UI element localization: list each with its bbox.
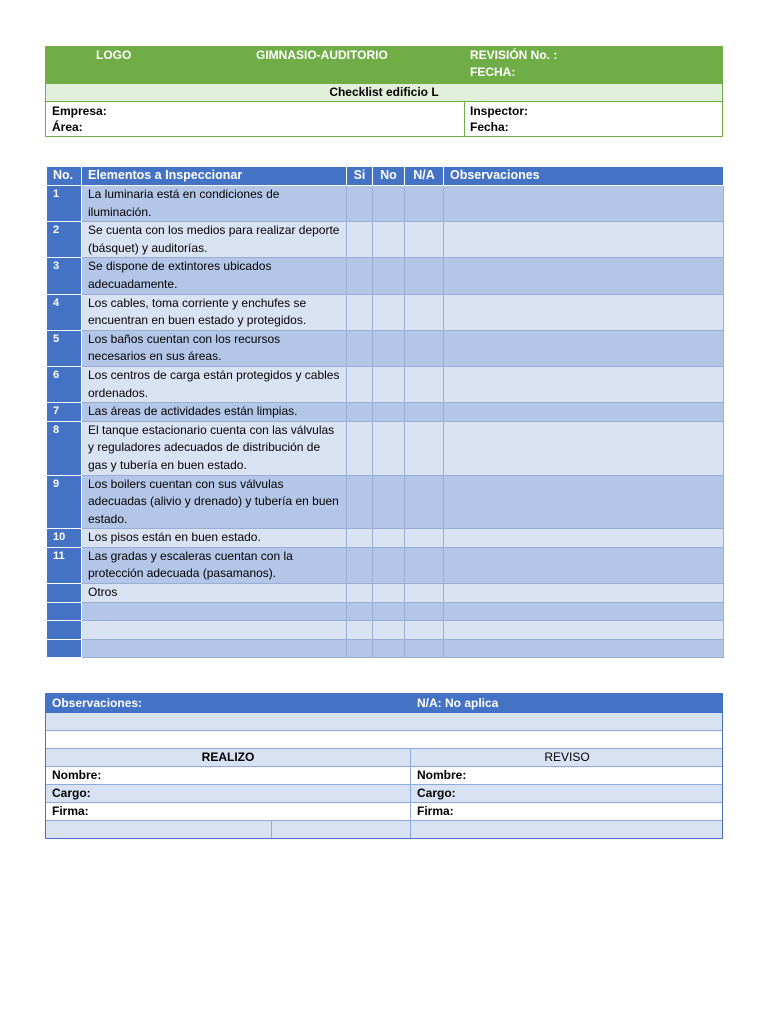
reviso-header: REVISO — [544, 750, 590, 764]
no-cell[interactable] — [373, 621, 405, 640]
table-row — [47, 475, 724, 529]
signoff-block — [45, 693, 723, 839]
observaciones-cell[interactable] — [444, 475, 724, 529]
na-cell[interactable] — [405, 330, 444, 366]
row-number: 10 — [47, 529, 82, 548]
si-cell[interactable] — [347, 421, 373, 475]
table-row — [47, 294, 724, 330]
row-number: 4 — [47, 294, 82, 330]
observaciones-cell[interactable] — [444, 222, 724, 258]
table-row — [47, 186, 724, 222]
si-cell[interactable] — [347, 258, 373, 294]
si-cell[interactable] — [347, 639, 373, 658]
no-cell[interactable] — [373, 602, 405, 621]
inspection-item — [82, 602, 347, 621]
na-cell[interactable] — [405, 421, 444, 475]
facility-title: GIMNASIO-AUDITORIO — [256, 48, 388, 62]
no-cell[interactable] — [373, 258, 405, 294]
reviso-cargo-label: Cargo: — [417, 786, 456, 800]
empresa-label: Empresa: — [52, 104, 107, 118]
na-cell[interactable] — [405, 403, 444, 422]
inspection-item: Los centros de carga están protegidos y cables ordenados. — [82, 366, 347, 402]
table-row — [47, 222, 724, 258]
si-cell[interactable] — [347, 366, 373, 402]
realizo-firma-label: Firma: — [52, 804, 89, 818]
reviso-nombre-label: Nombre: — [417, 768, 467, 782]
observaciones-cell[interactable] — [444, 547, 724, 583]
inspection-item: Las gradas y escaleras cuentan con la protección adecuada (pasamanos). — [82, 547, 347, 583]
document-header — [45, 46, 723, 137]
table-row — [47, 330, 724, 366]
no-cell[interactable] — [373, 222, 405, 258]
inspection-item: Se dispone de extintores ubicados adecuadamente. — [82, 258, 347, 294]
table-row — [47, 584, 724, 603]
row-number: 7 — [47, 403, 82, 422]
na-cell[interactable] — [405, 529, 444, 548]
row-number: 9 — [47, 475, 82, 529]
inspection-item: Los baños cuentan con los recursos necesarios en sus áreas. — [82, 330, 347, 366]
si-cell[interactable] — [347, 294, 373, 330]
table-header-row — [47, 167, 724, 186]
header-title-bar — [46, 47, 722, 83]
table-row — [47, 258, 724, 294]
realizo-cargo-label: Cargo: — [52, 786, 91, 800]
realizo-nombre-label: Nombre: — [52, 768, 102, 782]
si-cell[interactable] — [347, 222, 373, 258]
table-row — [47, 602, 724, 621]
observaciones-cell[interactable] — [444, 258, 724, 294]
inspection-item: Los pisos están en buen estado. — [82, 529, 347, 548]
reviso-firma-label: Firma: — [417, 804, 454, 818]
si-cell[interactable] — [347, 602, 373, 621]
na-cell[interactable] — [405, 602, 444, 621]
observaciones-label: Observaciones: — [52, 696, 143, 710]
realizo-header: REALIZO — [201, 750, 255, 764]
header-info — [46, 102, 722, 136]
observaciones-cell[interactable] — [444, 639, 724, 658]
row-number — [47, 621, 82, 640]
inspection-item: Los cables, toma corriente y enchufes se encuentran en buen estado y protegidos. — [82, 294, 347, 330]
observaciones-cell[interactable] — [444, 584, 724, 603]
no-cell[interactable] — [373, 547, 405, 583]
signature-headers-row — [46, 749, 722, 767]
no-cell[interactable] — [373, 186, 405, 222]
inspection-item: Los boilers cuentan con sus válvulas adecuadas (alivio y drenado) y tubería en buen estado. — [82, 475, 347, 529]
table-row — [47, 621, 724, 640]
signature-subdivider — [271, 821, 272, 838]
na-cell[interactable] — [405, 547, 444, 583]
signature-grid — [46, 749, 722, 838]
column-header-no: No. — [47, 167, 82, 186]
observaciones-line-2[interactable] — [46, 731, 722, 749]
row-number: 6 — [47, 366, 82, 402]
si-cell[interactable] — [347, 403, 373, 422]
area-label: Área: — [52, 120, 83, 134]
inspection-item: Se cuenta con los medios para realizar deporte (básquet) y auditorías. — [82, 222, 347, 258]
na-cell[interactable] — [405, 366, 444, 402]
row-number: 3 — [47, 258, 82, 294]
si-cell[interactable] — [347, 475, 373, 529]
column-header-no-answer: No — [373, 167, 405, 186]
column-header-elementos: Elementos a Inspeccionar — [82, 167, 347, 186]
table-row — [47, 547, 724, 583]
no-cell[interactable] — [373, 584, 405, 603]
revision-label: REVISIÓN No. : — [470, 48, 558, 62]
row-number — [47, 602, 82, 621]
column-header-na: N/A — [405, 167, 444, 186]
table-row — [47, 529, 724, 548]
row-number: 5 — [47, 330, 82, 366]
header-fecha-label: FECHA: — [470, 65, 516, 79]
na-cell[interactable] — [405, 222, 444, 258]
table-row — [47, 421, 724, 475]
na-note: N/A: No aplica — [417, 696, 499, 710]
si-cell[interactable] — [347, 186, 373, 222]
row-number — [47, 584, 82, 603]
table-row — [47, 403, 724, 422]
column-header-observaciones: Observaciones — [444, 167, 724, 186]
observaciones-cell[interactable] — [444, 330, 724, 366]
no-cell[interactable] — [373, 639, 405, 658]
observaciones-cell[interactable] — [444, 529, 724, 548]
no-cell[interactable] — [373, 529, 405, 548]
signature-blank-row[interactable] — [46, 821, 722, 838]
na-cell[interactable] — [405, 584, 444, 603]
observaciones-cell[interactable] — [444, 602, 724, 621]
si-cell[interactable] — [347, 584, 373, 603]
fecha-label: Fecha: — [470, 120, 509, 134]
no-cell[interactable] — [373, 294, 405, 330]
observaciones-cell[interactable] — [444, 621, 724, 640]
no-cell[interactable] — [373, 366, 405, 402]
no-cell[interactable] — [373, 421, 405, 475]
row-number: 2 — [47, 222, 82, 258]
row-number: 11 — [47, 547, 82, 583]
na-cell[interactable] — [405, 258, 444, 294]
inspection-item — [82, 639, 347, 658]
si-cell[interactable] — [347, 529, 373, 548]
no-cell[interactable] — [373, 330, 405, 366]
row-number: 1 — [47, 186, 82, 222]
observaciones-cell[interactable] — [444, 186, 724, 222]
observaciones-line-1[interactable] — [46, 713, 722, 731]
observaciones-header — [46, 694, 722, 713]
observaciones-cell[interactable] — [444, 421, 724, 475]
inspection-checklist-table — [46, 166, 724, 658]
logo-placeholder: LOGO — [96, 48, 132, 62]
na-cell[interactable] — [405, 639, 444, 658]
row-number: 8 — [47, 421, 82, 475]
row-number — [47, 639, 82, 658]
header-divider — [464, 102, 465, 136]
observaciones-cell[interactable] — [444, 366, 724, 402]
na-cell[interactable] — [405, 186, 444, 222]
inspector-label: Inspector: — [470, 104, 529, 118]
si-cell[interactable] — [347, 330, 373, 366]
table-row — [47, 366, 724, 402]
nombre-row[interactable] — [46, 767, 722, 785]
no-cell[interactable] — [373, 403, 405, 422]
no-cell[interactable] — [373, 475, 405, 529]
observaciones-cell[interactable] — [444, 294, 724, 330]
si-cell[interactable] — [347, 621, 373, 640]
na-cell[interactable] — [405, 475, 444, 529]
checklist-title: Checklist edificio L — [46, 83, 722, 102]
cargo-row[interactable] — [46, 785, 722, 803]
na-cell[interactable] — [405, 621, 444, 640]
observaciones-cell[interactable] — [444, 403, 724, 422]
firma-row[interactable] — [46, 803, 722, 821]
inspection-item — [82, 621, 347, 640]
na-cell[interactable] — [405, 294, 444, 330]
inspection-item: La luminaria está en condiciones de iluminación. — [82, 186, 347, 222]
inspection-item: Las áreas de actividades están limpias. — [82, 403, 347, 422]
signature-divider — [410, 749, 411, 838]
si-cell[interactable] — [347, 547, 373, 583]
inspection-item: Otros — [82, 584, 347, 603]
column-header-si: Si — [347, 167, 373, 186]
table-row — [47, 639, 724, 658]
inspection-item: El tanque estacionario cuenta con las válvulas y reguladores adecuados de distribución de gas y tubería en buen estado. — [82, 421, 347, 475]
